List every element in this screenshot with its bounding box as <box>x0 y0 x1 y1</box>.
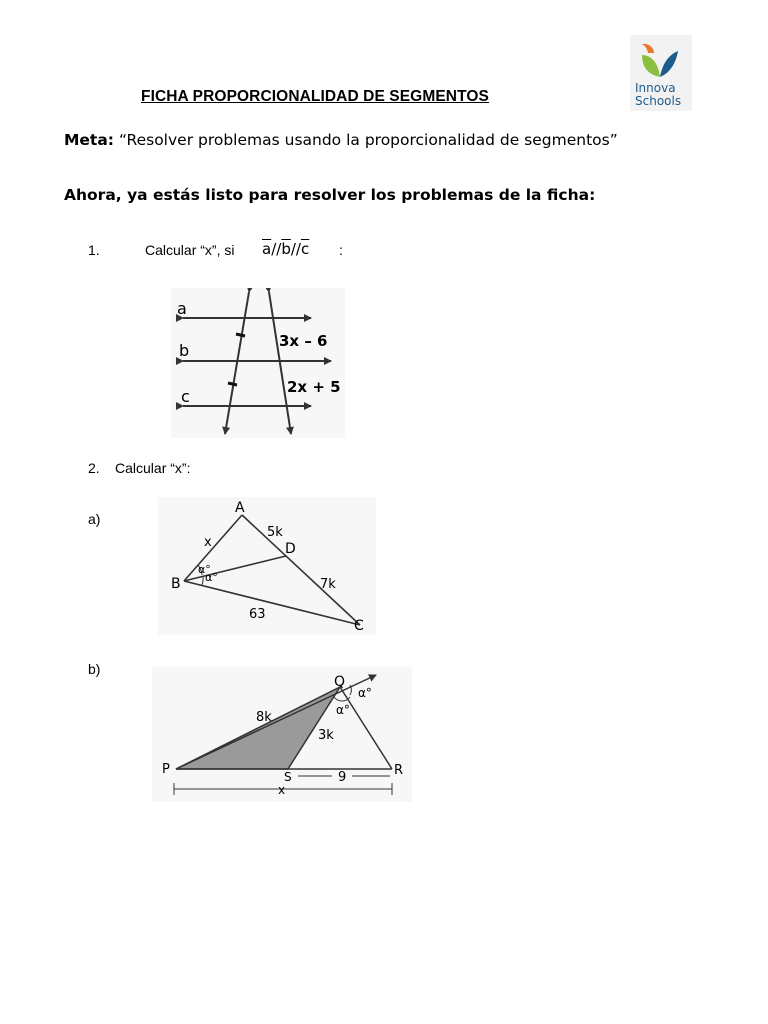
segment-8k: 8k <box>256 710 272 725</box>
vertex-R: R <box>394 763 404 778</box>
figure-triangle-b <box>152 667 412 802</box>
segment-2x-5: 2x + 5 <box>287 378 341 396</box>
problem-1-number: 1. <box>88 242 100 258</box>
label-c: c <box>181 387 190 406</box>
document-title: FICHA PROPORCIONALIDAD DE SEGMENTOS <box>141 88 489 105</box>
line-c-symbol: $\overline{c}$ <box>300 240 310 258</box>
angle-alpha-outer: α° <box>358 686 372 700</box>
parallel-condition <box>262 240 309 258</box>
segment-x-total: x <box>278 783 286 797</box>
goal-text: “Resolver problemas usando la proporcionalidad de segmentos” <box>118 131 618 149</box>
label-b: b <box>179 341 190 360</box>
problem-2-text: Calcular “x”: <box>115 460 191 476</box>
problem-2-number: 2. <box>88 460 100 476</box>
logo-text-innova: Innova <box>635 81 676 95</box>
angle-alpha-2: α° <box>205 571 218 584</box>
transversal-left <box>225 292 249 434</box>
figure-parallel-lines <box>171 288 345 438</box>
intro-heading: Ahora, ya estás listo para resolver los problemas de la ficha: <box>64 186 596 204</box>
point-S: S <box>284 770 292 784</box>
label-a: a <box>177 299 187 318</box>
segment-63: 63 <box>249 607 266 622</box>
segment-7k: 7k <box>320 577 336 592</box>
line-b-symbol: $\overline{b}$ <box>281 240 291 258</box>
line-a-symbol: $\overline{a}$ <box>262 240 272 258</box>
angle-arc-out <box>350 685 351 695</box>
segment-9: 9 <box>338 770 347 785</box>
goal-line <box>64 131 618 149</box>
leaf-logo-icon <box>630 39 692 87</box>
vertex-A: A <box>235 500 245 516</box>
segment-5k: 5k <box>267 525 283 540</box>
problem-1-text: Calcular “x”, si <box>145 242 235 258</box>
vertex-P: P <box>162 762 170 777</box>
part-b-label: b) <box>88 661 101 677</box>
angle-arc-2 <box>202 577 203 585</box>
segment-3k: 3k <box>318 728 334 743</box>
point-D: D <box>285 541 296 557</box>
vertex-B: B <box>171 576 181 592</box>
part-a-label: a) <box>88 511 101 527</box>
figure-triangle-a <box>158 497 376 635</box>
logo-text-schools: Schools <box>635 94 682 108</box>
vertex-C: C <box>354 618 364 634</box>
angle-alpha-1: α° <box>198 563 211 576</box>
equal-tick-2 <box>228 383 237 385</box>
transversal-right <box>269 292 291 434</box>
vertex-Q: Q <box>334 674 346 690</box>
equal-tick-1 <box>236 334 245 336</box>
parallel-sign-2: // <box>290 240 301 258</box>
condition-colon: : <box>339 242 343 258</box>
innova-schools-logo <box>630 35 692 111</box>
segment-3x-6: 3x – 6 <box>279 332 328 350</box>
parallel-sign-1: // <box>271 240 282 258</box>
angle-alpha-inner: α° <box>336 703 350 717</box>
goal-label: Meta: <box>64 131 115 149</box>
segment-x: x <box>204 535 212 550</box>
